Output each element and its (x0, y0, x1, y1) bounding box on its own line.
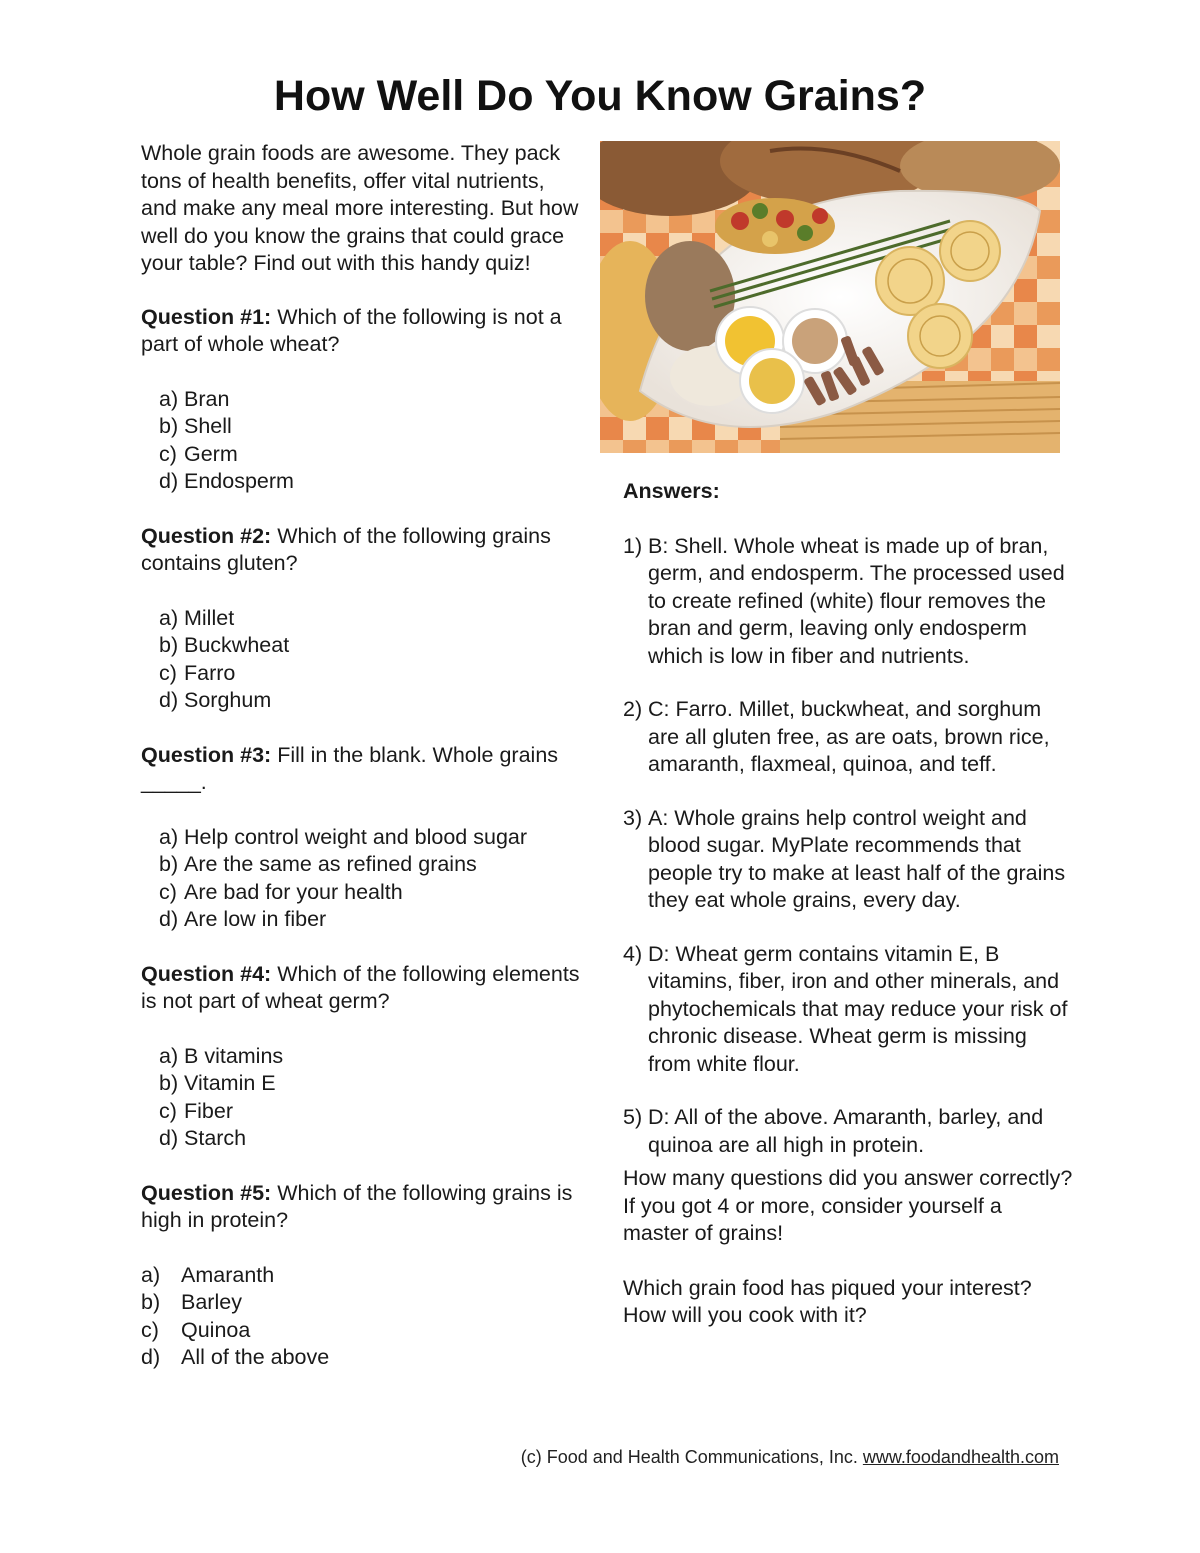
option-list (141, 1262, 581, 1372)
answer-number: 3) (623, 805, 643, 830)
option-letter: a) (159, 1043, 179, 1068)
option-letter: d) (159, 688, 179, 712)
intro-paragraph: Whole grain foods are awesome. They pack tons of health benefits, offer vital nutrients, and make any meal more interesting. But how well do you know the grains that could grace your table? Find out with this handy quiz! (141, 141, 579, 275)
option-letter: d) (159, 469, 179, 493)
option-letter: b) (159, 852, 179, 876)
option-text: Are the same as refined grains (184, 852, 477, 876)
option-letter: d) (159, 1126, 179, 1150)
list-item (159, 1125, 581, 1153)
answer-text: C: Farro. Millet, buckwheat, and sorghum are all gluten free, as are oats, brown rice, amaranth, flaxmeal, quinoa, and teff. (648, 697, 1050, 776)
answer-text: A: Whole grains help control weight and blood sugar. MyPlate recommends that people try to make at least half of the grains they eat whole grains, every day. (648, 805, 1066, 912)
closing-question: Which grain food has piqued your interest? How will you cook with it? (623, 1275, 1032, 1327)
quiz-column (141, 140, 581, 1399)
option-text: Amaranth (181, 1262, 275, 1287)
option-text: Bran (184, 386, 230, 411)
option-letter: a) (159, 824, 179, 849)
list-item (159, 1098, 581, 1126)
question-label: Question #5: (141, 1180, 272, 1205)
list-item (159, 879, 581, 907)
option-list (141, 824, 581, 934)
list-item (159, 386, 581, 414)
answer-item (623, 696, 1073, 779)
list-item (159, 441, 581, 469)
option-letter: a) (141, 1262, 161, 1287)
grains-photo (600, 141, 1060, 453)
option-letter: b) (159, 414, 179, 438)
list-item (159, 605, 581, 633)
question-1 (141, 304, 581, 496)
question-2 (141, 523, 581, 715)
question-label: Question #2: (141, 523, 272, 548)
footer-credit (521, 1446, 1059, 1468)
answer-number: 4) (623, 941, 643, 966)
answer-number: 5) (623, 1105, 643, 1129)
answer-number: 2) (623, 697, 643, 721)
footer-text: (c) Food and Health Communications, Inc. (520, 1447, 863, 1467)
option-text: Are low in fiber (184, 907, 327, 931)
question-text: Which of the following elements is not part of wheat germ? (141, 961, 580, 1013)
option-letter: c) (159, 879, 177, 904)
option-letter: a) (159, 386, 179, 411)
list-item (141, 1262, 581, 1290)
option-letter: b) (159, 633, 179, 657)
option-letter: d) (159, 907, 179, 931)
question-text: Which of the following grains is high in protein? (141, 1180, 573, 1232)
answer-text: B: Shell. Whole wheat is made up of bran, germ, and endosperm. The processed used to create refined (white) flour removes the bran and germ, leaving only endosperm which is low in fiber and nutrients. (648, 533, 1065, 668)
answer-text: D: Wheat germ contains vitamin E, B vitamins, fiber, iron and other minerals, and phytochemicals that may reduce your risk of chronic disease. Wheat germ is missing from white flour. (648, 941, 1068, 1076)
website-link[interactable]: www.foodandhealth.com (862, 1447, 1059, 1467)
option-text: Starch (184, 1126, 247, 1150)
option-letter: c) (141, 1317, 159, 1342)
list-item (159, 1070, 581, 1098)
option-text: Shell (184, 414, 232, 438)
question-label: Question #1: (141, 304, 272, 329)
question-4 (141, 961, 581, 1153)
answer-item (623, 1104, 1073, 1159)
option-text: Help control weight and blood sugar (184, 824, 528, 849)
question-label: Question #3: (141, 742, 272, 767)
option-letter: a) (159, 605, 179, 630)
option-text: Germ (184, 441, 238, 466)
option-text: All of the above (181, 1345, 330, 1369)
option-text: Fiber (184, 1098, 233, 1123)
list-item (141, 1289, 581, 1317)
option-text: Quinoa (181, 1317, 251, 1342)
question-3 (141, 742, 581, 934)
list-item (159, 1043, 581, 1071)
option-text: Barley (181, 1290, 242, 1314)
question-text: Which of the following grains contains gluten? (141, 523, 551, 575)
answers-heading: Answers: (623, 479, 720, 503)
option-text: Millet (184, 605, 235, 630)
list-item (159, 906, 581, 934)
option-text: Buckwheat (184, 633, 290, 657)
option-text: Are bad for your health (184, 879, 403, 904)
option-letter: b) (159, 1071, 179, 1095)
list-item (159, 413, 581, 441)
option-list (141, 386, 581, 496)
option-text: Vitamin E (184, 1071, 276, 1095)
list-item (159, 632, 581, 660)
option-letter: c) (159, 1098, 177, 1123)
option-text: Sorghum (184, 688, 272, 712)
option-list (141, 605, 581, 715)
option-letter: d) (141, 1345, 161, 1369)
option-text: Endosperm (184, 469, 294, 493)
list-item (159, 687, 581, 715)
answers-column (623, 478, 1073, 1330)
option-text: Farro (184, 660, 236, 685)
question-label: Question #4: (141, 961, 272, 986)
option-text: B vitamins (184, 1043, 284, 1068)
list-item (141, 1317, 581, 1345)
closing-paragraph: How many questions did you answer correctly? If you got 4 or more, consider yourself a master of grains! (623, 1166, 1073, 1245)
question-text: Fill in the blank. Whole grains _____. (141, 742, 559, 794)
answer-item (623, 805, 1073, 915)
list-item (159, 824, 581, 852)
list-item (159, 468, 581, 496)
answer-number: 1) (623, 533, 643, 558)
question-5 (141, 1180, 581, 1372)
page-title: How Well Do You Know Grains? (273, 72, 927, 120)
answer-item (623, 941, 1073, 1079)
answer-text: D: All of the above. Amaranth, barley, and quinoa are all high in protein. (648, 1105, 1044, 1157)
answer-item (623, 533, 1073, 671)
list-item (141, 1344, 581, 1372)
list-item (159, 660, 581, 688)
option-list (141, 1043, 581, 1153)
option-letter: c) (159, 660, 177, 685)
option-letter: b) (141, 1290, 161, 1314)
list-item (159, 851, 581, 879)
option-letter: c) (159, 441, 177, 466)
question-text: Which of the following is not a part of whole wheat? (141, 304, 562, 356)
